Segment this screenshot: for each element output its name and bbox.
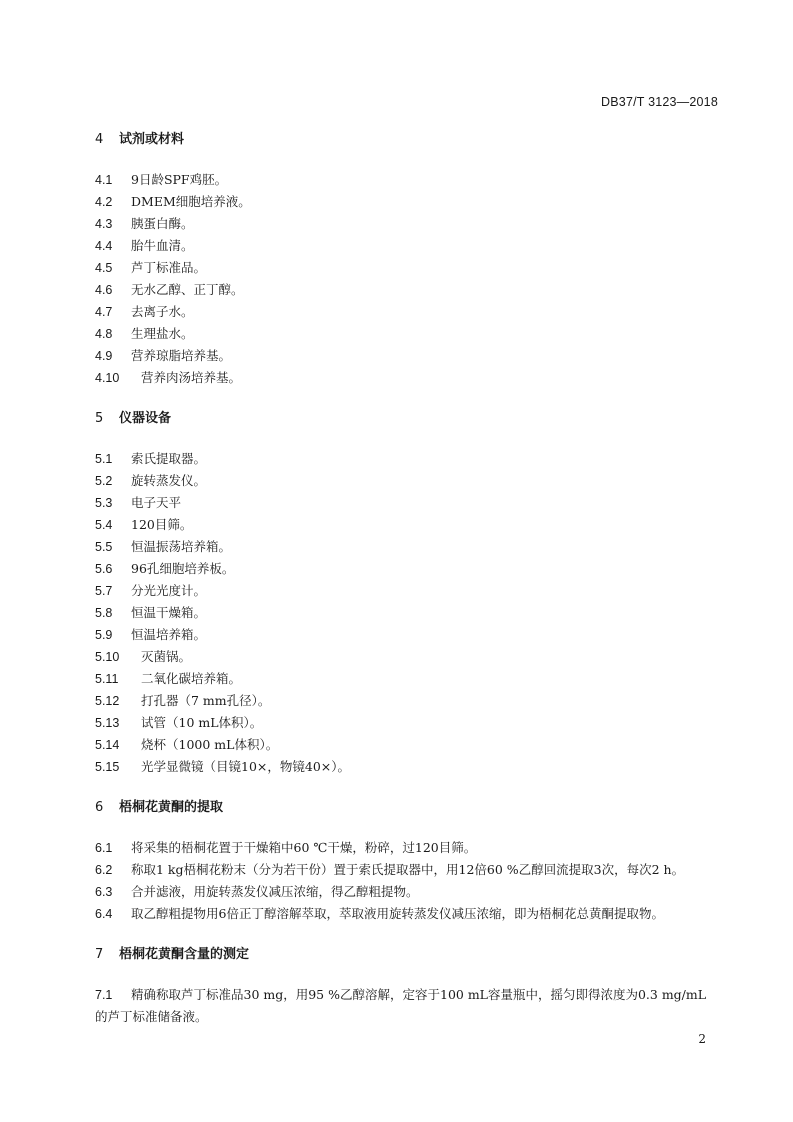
list-item: 4.5 芦丁标准品。 bbox=[95, 260, 207, 275]
paragraph: 7.1 精确称取芦丁标准品30 mg，用95 %乙醇溶解，定容于100 mL容量瓶中，摇匀即得浓度为0.3 mg/mL的芦丁标准储备液。 bbox=[95, 987, 707, 1024]
list-item: 4.1 9日龄SPF鸡胚。 bbox=[95, 172, 228, 187]
list-item: 5.11 二氧化碳培养箱。 bbox=[95, 671, 242, 686]
section-heading-5 bbox=[95, 408, 715, 429]
list-item: 4.3 胰蛋白酶。 bbox=[95, 216, 194, 231]
section-heading-4 bbox=[95, 129, 715, 150]
list-item: 5.5 恒温振荡培养箱。 bbox=[95, 539, 232, 554]
measurement-steps bbox=[95, 984, 715, 1027]
list-item: 5.9 恒温培养箱。 bbox=[95, 627, 207, 642]
section-title: 仪器设备 bbox=[119, 411, 172, 426]
paragraph: 6.1 将采集的梧桐花置于干燥箱中60 ℃干燥，粉碎，过120目筛。 bbox=[95, 840, 477, 855]
list-item: 4.8 生理盐水。 bbox=[95, 326, 194, 341]
equipment-list bbox=[95, 448, 715, 778]
section-number: 6 bbox=[95, 800, 104, 815]
paragraph: 6.3 合并滤液，用旋转蒸发仪减压浓缩，得乙醇粗提物。 bbox=[95, 884, 419, 899]
list-item: 4.6 无水乙醇、正丁醇。 bbox=[95, 282, 244, 297]
list-item: 5.14 烧杯（1000 mL体积）。 bbox=[95, 737, 279, 752]
list-item: 5.15 光学显微镜（目镜10×，物镜40×）。 bbox=[95, 759, 351, 774]
list-item: 5.7 分光光度计。 bbox=[95, 583, 207, 598]
section-title: 试剂或材料 bbox=[119, 132, 185, 147]
section-heading-6 bbox=[95, 797, 715, 818]
list-item: 4.4 胎牛血清。 bbox=[95, 238, 194, 253]
list-item: 5.2 旋转蒸发仪。 bbox=[95, 473, 207, 488]
reagents-list bbox=[95, 169, 715, 389]
list-item: 4.10 营养肉汤培养基。 bbox=[95, 370, 242, 385]
list-item: 5.3 电子天平 bbox=[95, 495, 182, 510]
paragraph: 6.4 取乙醇粗提物用6倍正丁醇溶解萃取，萃取液用旋转蒸发仪减压浓缩，即为梧桐花总黄酮提取物。 bbox=[95, 906, 664, 921]
page-number: 2 bbox=[698, 1032, 706, 1046]
section-title: 梧桐花黄酮的提取 bbox=[119, 800, 224, 815]
extraction-steps bbox=[95, 837, 715, 925]
list-item: 4.7 去离子水。 bbox=[95, 304, 194, 319]
section-title: 梧桐花黄酮含量的测定 bbox=[119, 947, 250, 962]
list-item: 5.4 120目筛。 bbox=[95, 517, 193, 532]
list-item: 5.8 恒温干燥箱。 bbox=[95, 605, 207, 620]
section-number: 7 bbox=[95, 947, 104, 962]
list-item: 5.12 打孔器（7 mm孔径）。 bbox=[95, 693, 271, 708]
list-item: 5.1 索氏提取器。 bbox=[95, 451, 207, 466]
standard-code: DB37/T 3123—2018 bbox=[601, 95, 718, 109]
list-item: 4.9 营养琼脂培养基。 bbox=[95, 348, 232, 363]
document-body bbox=[95, 129, 715, 1027]
list-item: 5.10 灭菌锅。 bbox=[95, 649, 192, 664]
section-heading-7 bbox=[95, 944, 715, 965]
list-item: 5.6 96孔细胞培养板。 bbox=[95, 561, 235, 576]
list-item: 4.2 DMEM细胞培养液。 bbox=[95, 194, 251, 209]
paragraph: 6.2 称取1 kg梧桐花粉末（分为若干份）置于索氏提取器中，用12倍60 %乙醇回流提取3次，每次2 h。 bbox=[95, 862, 685, 877]
section-number: 4 bbox=[95, 132, 104, 147]
section-number: 5 bbox=[95, 411, 104, 426]
list-item: 5.13 试管（10 mL体积）。 bbox=[95, 715, 263, 730]
